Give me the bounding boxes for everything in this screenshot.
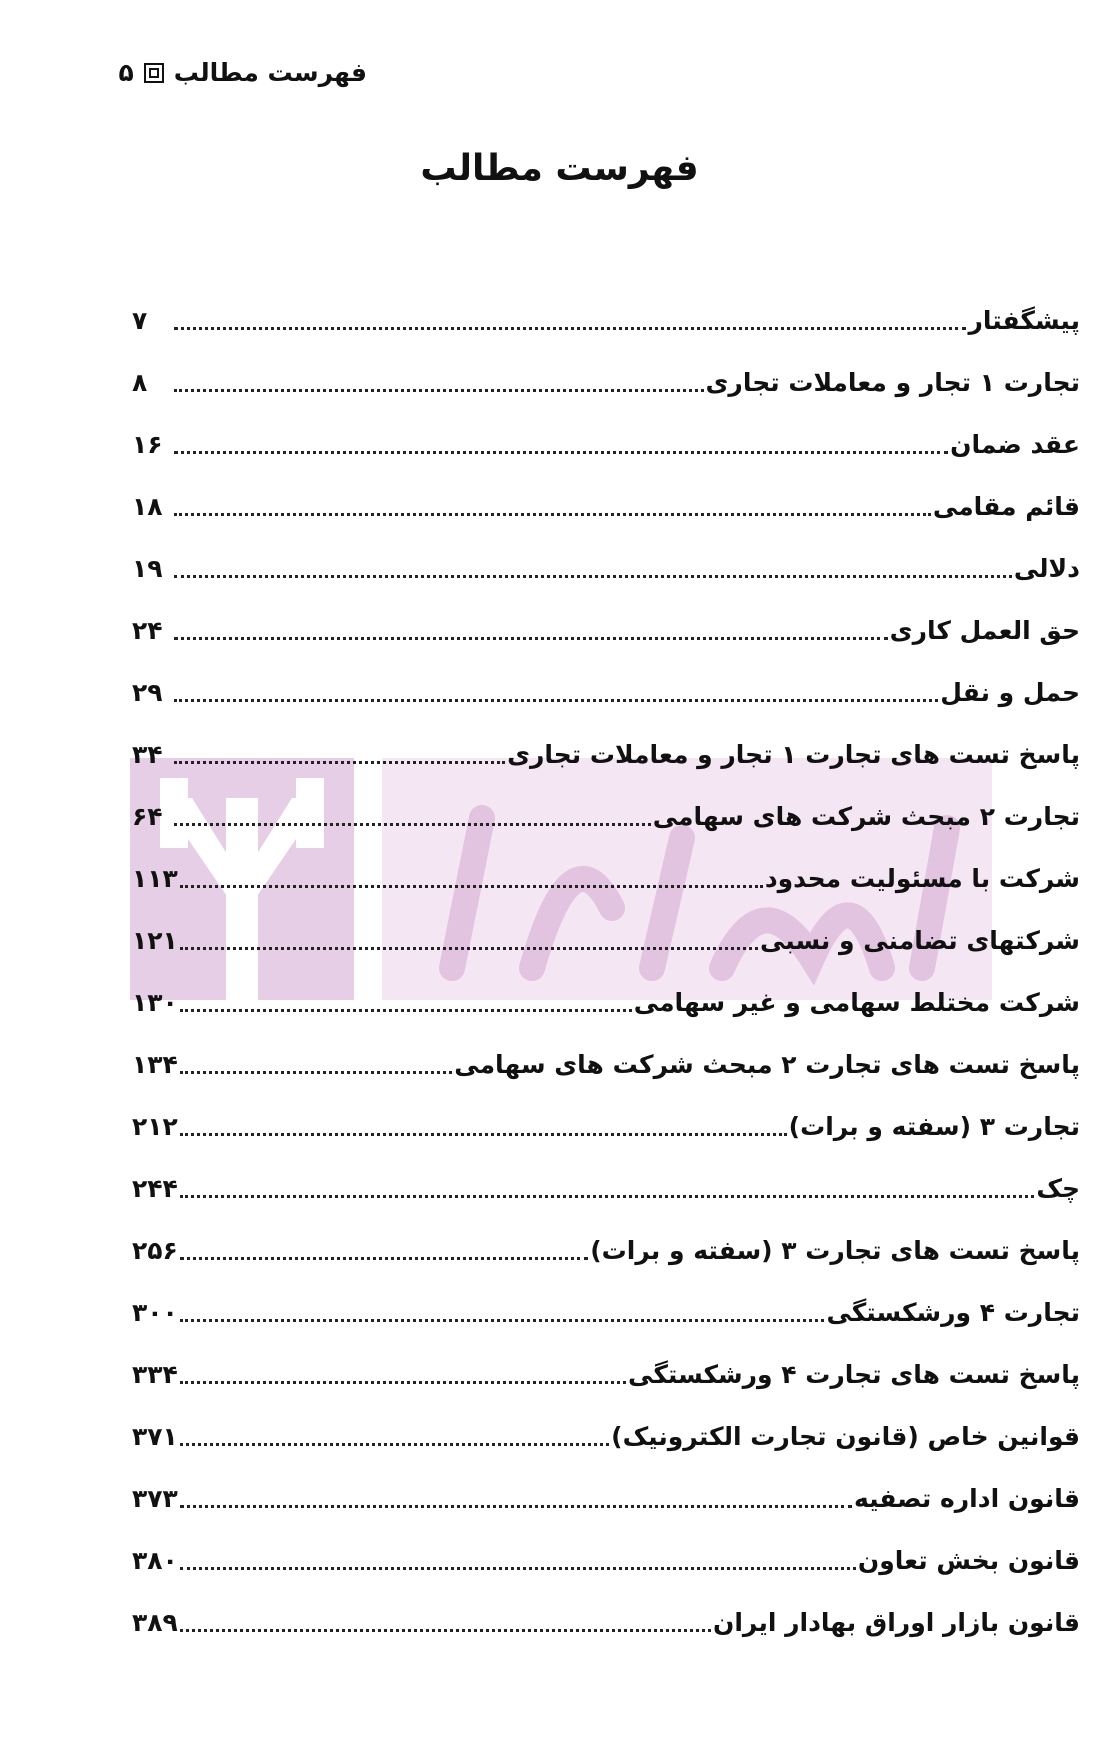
header-page-number: ۵	[118, 58, 134, 87]
toc-leader-dots	[174, 760, 505, 764]
toc-entry-title: پاسخ تست های تجارت ۱ تجار و معاملات تجاری	[507, 740, 1080, 769]
toc-entry-title: شرکت با مسئولیت محدود	[764, 864, 1080, 893]
toc-leader-dots	[180, 1132, 787, 1136]
toc-entry-page: ۲۱۲	[132, 1112, 178, 1141]
toc-entry-page: ۳۸۰	[132, 1546, 178, 1575]
page-title: فهرست مطالب	[420, 148, 699, 189]
toc-entry-title: قائم مقامی	[932, 492, 1080, 521]
toc-entry-title: چک	[1036, 1174, 1080, 1203]
toc-row[interactable]	[132, 1144, 1080, 1206]
toc-entry-page: ۳۷۱	[132, 1422, 178, 1451]
toc-entry-page: ۱۹	[132, 554, 163, 583]
toc-entry-page: ۳۸۹	[132, 1608, 178, 1637]
toc-entry-page: ۸	[132, 368, 148, 397]
toc-entry-page: ۱۳۰	[132, 988, 178, 1017]
toc-row[interactable]	[132, 524, 1080, 586]
toc-entry-page: ۲۴۴	[132, 1174, 178, 1203]
toc-leader-dots	[180, 1256, 588, 1260]
toc-row[interactable]	[132, 1516, 1080, 1578]
toc-entry-title: تجارت ۳ (سفته و برات)	[788, 1112, 1080, 1141]
toc-entry-title: عقد ضمان	[950, 430, 1080, 459]
toc-leader-dots	[180, 1566, 856, 1570]
running-header	[118, 58, 367, 87]
toc-entry-page: ۲۴	[132, 616, 163, 645]
toc-row[interactable]	[132, 1330, 1080, 1392]
toc-entry-title: تجارت ۲ مبحث شرکت های سهامی	[652, 802, 1080, 831]
toc-row[interactable]	[132, 1578, 1080, 1640]
toc-entry-page: ۶۴	[132, 802, 163, 831]
toc-entry-title: قوانین خاص (قانون تجارت الکترونیک)	[611, 1422, 1080, 1451]
toc-entry-title: پیشگفتار	[968, 306, 1080, 335]
toc-row[interactable]	[132, 1392, 1080, 1454]
toc-row[interactable]	[132, 1268, 1080, 1330]
toc-entry-title: شرکتهای تضامنی و نسبی	[759, 926, 1080, 955]
toc-row[interactable]	[132, 958, 1080, 1020]
toc-row[interactable]	[132, 710, 1080, 772]
toc-leader-dots	[180, 946, 758, 950]
toc-leader-dots	[174, 450, 948, 454]
toc-entry-title: حق العمل کاری	[889, 616, 1080, 645]
toc-entry-title: پاسخ تست های تجارت ۴ ورشکستگی	[628, 1360, 1080, 1389]
toc-row[interactable]	[132, 276, 1080, 338]
toc-entry-page: ۱۶	[132, 430, 163, 459]
toc-entry-title: دلالی	[1013, 554, 1080, 583]
toc-entry-page: ۱۸	[132, 492, 163, 521]
toc-leader-dots	[174, 822, 651, 826]
square-ornament-icon	[144, 63, 164, 83]
toc-leader-dots	[174, 636, 888, 640]
toc-entry-page: ۳۳۴	[132, 1360, 178, 1389]
toc-entry-title: تجارت ۱ تجار و معاملات تجاری	[705, 368, 1080, 397]
toc-leader-dots	[180, 884, 763, 888]
toc-entry-page: ۳۴	[132, 740, 163, 769]
toc-entry-title: پاسخ تست های تجارت ۳ (سفته و برات)	[590, 1236, 1080, 1265]
toc-row[interactable]	[132, 1206, 1080, 1268]
toc-leader-dots	[174, 698, 938, 702]
toc-leader-dots	[180, 1504, 852, 1508]
toc-entry-title: قانون اداره تصفیه	[853, 1484, 1080, 1513]
toc-leader-dots	[174, 326, 966, 330]
toc-row[interactable]	[132, 400, 1080, 462]
toc-entry-title: قانون بخش تعاون	[857, 1546, 1080, 1575]
running-title: فهرست مطالب	[173, 58, 367, 87]
toc-entry-page: ۲۹	[132, 678, 163, 707]
toc-row[interactable]	[132, 648, 1080, 710]
toc-entry-page: ۳۰۰	[132, 1298, 178, 1327]
toc-entry-title: پاسخ تست های تجارت ۲ مبحث شرکت های سهامی	[454, 1050, 1080, 1079]
toc-entry-page: ۷	[132, 306, 148, 335]
toc-row[interactable]	[132, 1454, 1080, 1516]
toc-entry-title: حمل و نقل	[940, 678, 1080, 707]
toc-leader-dots	[174, 512, 931, 516]
toc-row[interactable]	[132, 834, 1080, 896]
toc-entry-title: تجارت ۴ ورشکستگی	[826, 1298, 1080, 1327]
toc-leader-dots	[174, 574, 1012, 578]
toc-row[interactable]	[132, 1020, 1080, 1082]
toc-entry-title: قانون بازار اوراق بهادار ایران	[712, 1608, 1080, 1637]
toc-entry-title: شرکت مختلط سهامی و غیر سهامی	[633, 988, 1080, 1017]
toc-entry-page: ۱۱۳	[132, 864, 178, 893]
toc-entry-page: ۱۲۱	[132, 926, 178, 955]
toc-row[interactable]	[132, 896, 1080, 958]
toc-leader-dots	[180, 1628, 711, 1632]
toc-entry-page: ۱۳۴	[132, 1050, 178, 1079]
toc-leader-dots	[180, 1008, 632, 1012]
table-of-contents	[132, 276, 1080, 1640]
toc-leader-dots	[180, 1380, 626, 1384]
toc-leader-dots	[180, 1070, 453, 1074]
toc-row[interactable]	[132, 1082, 1080, 1144]
toc-entry-page: ۲۵۶	[132, 1236, 178, 1265]
toc-leader-dots	[174, 388, 704, 392]
toc-row[interactable]	[132, 462, 1080, 524]
toc-leader-dots	[180, 1442, 609, 1446]
toc-leader-dots	[180, 1194, 1035, 1198]
toc-leader-dots	[180, 1318, 825, 1322]
toc-row[interactable]	[132, 772, 1080, 834]
toc-row[interactable]	[132, 586, 1080, 648]
toc-row[interactable]	[132, 338, 1080, 400]
toc-entry-page: ۳۷۳	[132, 1484, 178, 1513]
